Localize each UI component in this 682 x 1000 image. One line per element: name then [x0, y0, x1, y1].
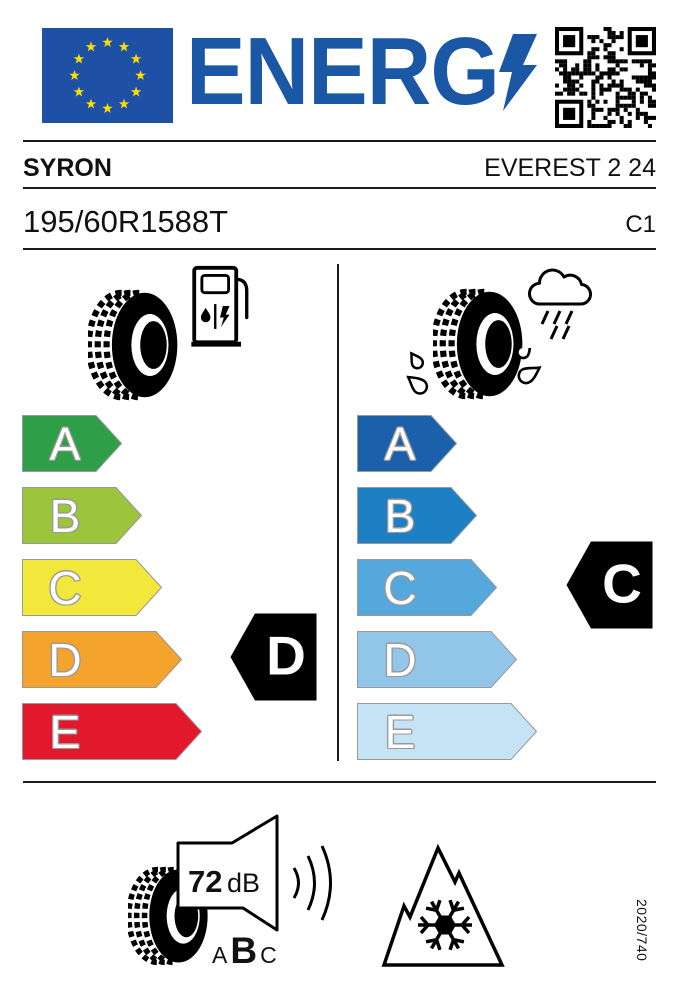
- grade-letter: B: [49, 489, 81, 542]
- noise-unit: dB: [226, 868, 260, 898]
- wet-grip-grade-arrow-e: [357, 703, 537, 765]
- brand-row: [23, 153, 656, 183]
- noise-value: 72: [188, 864, 223, 899]
- regulation-number: 2020/740: [634, 899, 650, 962]
- grade-letter: B: [384, 489, 416, 542]
- rule-under-size: [23, 248, 656, 250]
- grade-letter: D: [48, 633, 82, 686]
- fuel-grade-arrow-d: [22, 631, 182, 693]
- model-name: EVEREST 2 24: [484, 154, 656, 182]
- grade-letter: D: [383, 633, 417, 686]
- fuel-pump-icon: [190, 264, 250, 348]
- fuel-grade-arrow-e: [22, 703, 202, 765]
- grade-letter: E: [384, 705, 416, 758]
- water-splash-icon: [512, 348, 548, 400]
- eu-flag: [42, 28, 173, 123]
- wet-grip-grade-arrow-d: [357, 631, 517, 693]
- wet-grip-rating-letter: C: [602, 552, 642, 615]
- grade-letter: C: [383, 561, 417, 614]
- fuel-rating-indicator: [230, 613, 317, 701]
- rule-bottom: [23, 781, 656, 783]
- snowflake-mountain-icon: [380, 843, 506, 969]
- tyre-class: C1: [625, 211, 656, 238]
- rule-under-brand: [23, 187, 656, 189]
- column-divider: [337, 264, 339, 761]
- grade-letter: C: [48, 561, 82, 614]
- noise-level: [188, 864, 272, 900]
- size-row: [23, 204, 656, 243]
- qr-code: [555, 27, 656, 128]
- fuel-rating-letter: D: [266, 624, 306, 687]
- wet-grip-rating-indicator: [566, 541, 653, 629]
- rain-cloud-icon: [524, 264, 600, 340]
- grade-letter: A: [384, 417, 416, 470]
- sound-waves-icon: [290, 843, 342, 923]
- brand-name: SYRON: [23, 154, 112, 182]
- noise-class-a: A: [212, 942, 228, 968]
- wet-grip-grade-arrow-c: [357, 559, 497, 621]
- fuel-grade-arrow-a: [22, 415, 122, 477]
- fuel-grade-arrow-c: [22, 559, 162, 621]
- noise-class-scale: [212, 930, 277, 972]
- wet-grip-grade-arrow-a: [357, 415, 457, 477]
- grade-letter: A: [49, 417, 81, 470]
- fuel-grade-arrow-b: [22, 487, 142, 549]
- tyre-size-designation: 195/60R1588T: [23, 204, 229, 239]
- energy-wordmark: ENERG: [186, 18, 499, 125]
- grade-letter: E: [49, 705, 81, 758]
- wet-grip-grade-arrow-b: [357, 487, 477, 549]
- rule-top: [23, 140, 656, 142]
- noise-class-c: C: [260, 942, 277, 968]
- water-splash-icon: [406, 350, 440, 400]
- lightning-bolt-icon: [498, 34, 538, 112]
- noise-class-b-rated: B: [230, 930, 258, 971]
- tire-icon: [88, 283, 180, 407]
